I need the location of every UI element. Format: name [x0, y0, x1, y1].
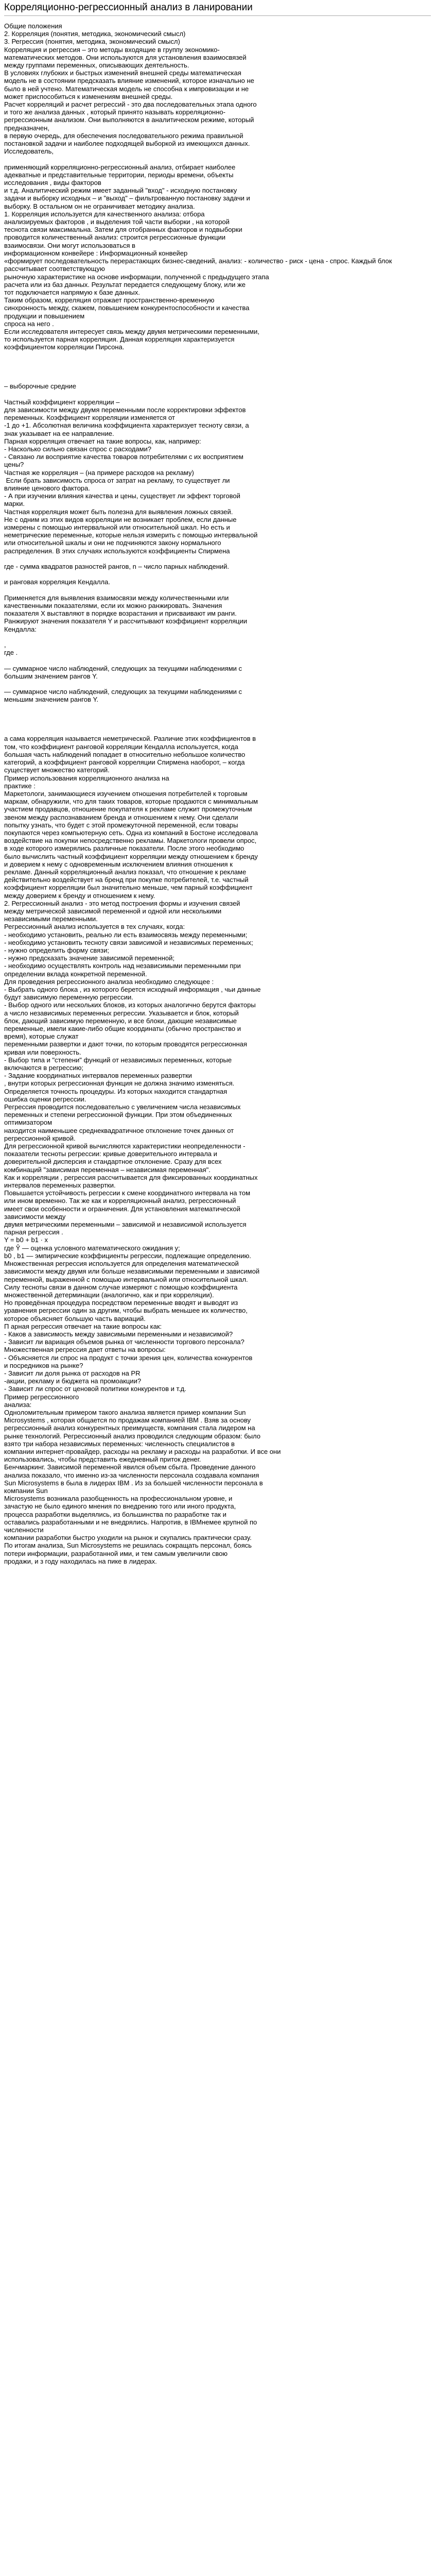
- text-line: между метрической зависимой переменной и одной или несколькими: [4, 907, 222, 915]
- text-line: - Каков а зависимость между зависимыми переменными и независимой?: [4, 1330, 233, 1338]
- text-line: - Объясняется ли спрос на продукт с точки зрения цен, количества конкурентов: [4, 1353, 253, 1362]
- text-line: комбинаций "зависимая переменная – независимая переменная".: [4, 1165, 211, 1174]
- text-line: переменных и степени регрессионной функции. При этом объединенных: [4, 1111, 232, 1119]
- text-line: неметрические переменные, которые нельзя измерить с помощью интервальной: [4, 531, 258, 539]
- text-line: Регрессия проводится последовательно с увеличением числа независимых: [4, 1103, 241, 1111]
- text-line: будут зависимую переменную регрессии.: [4, 993, 133, 1002]
- text-line: звеном между распознаванием бренда и отношением к нему. Они сделали: [4, 813, 238, 821]
- text-line: анализа:: [4, 1400, 32, 1409]
- text-line: компании разработки быстро уходили на рынок и скупались практически сразу.: [4, 1534, 252, 1542]
- text-line: применяющий корреляционно-регрессионный анализ, отбирает наиболее: [4, 163, 236, 171]
- text-line: Для проведения регрессионного анализа необходимо следующее :: [4, 977, 214, 986]
- text-line: [4, 375, 431, 382]
- text-line: переменные, имели какие-либо общие координаты (обычно пространство и: [4, 1025, 241, 1032]
- text-line: время), которые служат: [4, 1032, 79, 1041]
- text-line: -акции, рекламу и бюджета на промоакции?: [4, 1377, 142, 1385]
- text-line: доверительной дисперсия и стандартное отклонение. Сразу для всех: [4, 1158, 222, 1166]
- text-line: потери информации, разработанной ими, и тем самым увеличили свою: [4, 1549, 228, 1557]
- text-line: маркам, обнаружили, что для таких товаров, которые продаются с минимальным: [4, 798, 258, 806]
- text-line: Таким образом, корреляция отражает пространственно-временную: [4, 296, 215, 304]
- text-line: зачастую не было единого мнения по внедрению того или иного продукта,: [4, 1502, 236, 1511]
- text-line: Если исследователя интересует связь между двумя метрическими переменными,: [4, 327, 259, 335]
- text-line: Регрессионный анализ используется в тех случаях, когда:: [4, 923, 185, 931]
- text-line: для зависимости между двумя переменными после корректировки эффектов: [4, 405, 246, 414]
- text-line: [4, 367, 431, 375]
- text-line: Маркетологи, занимающиеся изучением отношения потребителей к торговым: [4, 789, 248, 798]
- text-line: Одноломительным примером такого анализа является пример компании Sun: [4, 1408, 246, 1416]
- text-line: спроса на него .: [4, 319, 54, 328]
- text-line: 3. Регрессия (понятия, методика, экономический смысл): [4, 38, 180, 46]
- text-line: проводится количественный анализ: строится регрессионные функции: [4, 233, 226, 242]
- text-line: [4, 719, 431, 727]
- text-line: задачи и выборку исходных – и "выход" – фильтрованную постановку задачи и: [4, 194, 250, 202]
- text-line: Для регрессионной кривой вычисляются характеристики неопределенности -: [4, 1142, 246, 1150]
- text-line: исследования , виды факторов: [4, 179, 101, 187]
- text-line: то используется парная корреляция. Данная корреляция характеризуется: [4, 335, 235, 344]
- text-line: Исследователь,: [4, 147, 54, 156]
- text-line: Sun Microsystems в была в лидерах IBM . Из за большей численности персонала в: [4, 1479, 263, 1487]
- text-line: тот подключается напрямую к базе данных.: [4, 288, 140, 296]
- text-line: Пример использования корреляционного анализа на: [4, 774, 169, 782]
- text-line: П арная регрессия отвечает на такие вопросы как:: [4, 1322, 162, 1330]
- text-line: анализа показало, что именно из-за численности персонала создавала компания: [4, 1471, 259, 1479]
- text-line: Силу тесноты связи в данном случае измеряют с помощью коэффициента: [4, 1283, 238, 1291]
- text-line: двумя метрическими переменными – зависимой и независимой используется: [4, 1221, 247, 1229]
- text-line: коэффициентом корреляции Пирсона.: [4, 343, 125, 351]
- text-line: Microsystems , которая общается по продажам компанией IBM . Взяв за основу: [4, 1416, 251, 1425]
- text-line: между доверием к бренду и отношением к нему.: [4, 891, 155, 900]
- text-line: — суммарное число наблюдений, следующих за текущими наблюдениями с: [4, 688, 242, 696]
- text-line: В условиях глубоких и быстрых изменений внешней среды математическая: [4, 69, 241, 77]
- text-line: информационном конвейере : Информационный конвейер: [4, 249, 188, 257]
- text-line: [4, 586, 431, 594]
- text-line: Y = b0 + b1 · x: [4, 1236, 48, 1244]
- text-line: Определяется точность процедуры. Из которых находится стандартная: [4, 1087, 228, 1095]
- text-line: существует множество категорий.: [4, 766, 110, 774]
- text-line: расчета или из баз данных. Результат передается следующему блоку, или же: [4, 280, 246, 289]
- text-line: Множественная регрессия дает ответы на вопросы:: [4, 1346, 166, 1354]
- text-line: - Зависит ли доля рынка от расходов на РR: [4, 1369, 141, 1377]
- text-line: Microsystems возникала разобщенность на профессиональном уровне, и: [4, 1495, 233, 1503]
- text-line: воздействие на покупки непосредственно рекламы. Маркетологи провели опрос,: [4, 837, 257, 845]
- text-line: 2. Регрессионный анализ - это метод построения формы и изучения связей: [4, 899, 240, 907]
- text-line: рынке технологий. Регрессионный анализ проводился следующим образом: было: [4, 1432, 261, 1440]
- text-line: в ходе которого измерялись различные показатели. После этого необходимо: [4, 844, 245, 853]
- text-line: [4, 704, 431, 711]
- text-line: оставались разработанными и не внедрялись. Напротив, в IBMнемее крупной по: [4, 1518, 257, 1526]
- text-line: попытку узнать, что будет с этой промежуточной переменной, если товары: [4, 821, 238, 829]
- text-line: определении вклада конкретной переменной.: [4, 970, 147, 978]
- text-line: использовались, чтобы представить ежедневный приток денег.: [4, 1455, 201, 1464]
- page-title: Корреляционно-регрессионный анализ в ланировании: [4, 2, 431, 16]
- text-line: b0 , b1 — эмпирические коэффициенты регрессии, подлежащие определению.: [4, 1251, 251, 1260]
- text-line: переменных. Коэффициент корреляции изменяется от: [4, 414, 175, 422]
- text-line: показателя X выставляют в порядке возрастания и присваивают им ранги.: [4, 609, 237, 618]
- text-line: независимыми переменными.: [4, 915, 98, 923]
- text-line: имеет свои особенности и ограничения. Для установления математической: [4, 1205, 240, 1213]
- text-line: синхронность между, скажем, повышением конкурентоспособности и качества: [4, 304, 250, 312]
- text-line: продукции и повышением: [4, 312, 85, 320]
- text-line: - Зависит ли спрос от ценовой политики конкурентов и т.д.: [4, 1385, 186, 1393]
- text-line: покупаются через компьютерную сеть. Одна из компаний в Бостоне исследовала: [4, 828, 258, 837]
- text-line: - Связано ли восприятие качества товаров потребителями с их восприятием: [4, 453, 243, 461]
- text-line: - Выбор типа и "степени" функций от независимых переменных, которые: [4, 1056, 232, 1064]
- text-line: ,: [4, 641, 6, 649]
- text-line: [4, 656, 431, 664]
- text-line: где .: [4, 649, 18, 657]
- text-line: Частный коэффициент корреляции –: [4, 398, 120, 406]
- text-line: , внутри которых регрессионная функция не должна значимо изменяться.: [4, 1079, 235, 1088]
- text-line: было вычислить частный коэффициент корреляции между отношением к бренду: [4, 852, 258, 860]
- text-line: может приспособиться к изменениям внешней среды.: [4, 92, 173, 100]
- text-line: регрессионным анализом. Они выполняются в аналитическом режиме, который: [4, 116, 254, 124]
- text-line: действительно воздействует на бренд при покупке потребителей, т.е. частный: [4, 876, 249, 884]
- text-line: - нужно определить форму связи;: [4, 946, 109, 954]
- text-line: уравнения регрессии один за другим, чтобы выбрать меньшее их количество,: [4, 1307, 248, 1315]
- text-line: постановкой задачи и наиболее подходящей выборкой из имеющихся данных.: [4, 140, 250, 148]
- text-line: показатели тесноты регрессии: кривые доверительного интервала и: [4, 1150, 217, 1158]
- text-line: компании интернет-провайдер, расходы на рекламу и расходы на разработки. И все они: [4, 1447, 281, 1455]
- text-line: -1 до +1. Абсолютная величина коэффициента характеризует тесноту связи, а: [4, 421, 249, 430]
- text-line: и ранговая корреляция Кендалла.: [4, 578, 110, 586]
- text-line: - необходимо осуществлять контроль над независимыми переменными при: [4, 962, 241, 970]
- text-line: регрессионной кривой.: [4, 1134, 76, 1142]
- text-line: между группами переменных, описывающих деятельность.: [4, 61, 189, 70]
- text-line: влияние ценового фактора.: [4, 484, 90, 492]
- text-line: переменной, выраженной с помощью интервальной или относительной шкал.: [4, 1275, 248, 1283]
- text-line: Пример регрессионного: [4, 1393, 79, 1401]
- text-line: или относительной шкалы и они не подчиняются закону нормального: [4, 539, 221, 547]
- text-line: меньшим значением рангов Y.: [4, 696, 99, 704]
- text-line: Множественная регрессия используется для определения математической: [4, 1260, 239, 1268]
- text-line: По итогам анализа, Sun Microsystems не решилась сокращать персонал, боясь: [4, 1541, 252, 1550]
- text-line: находится наименьшее среднеквадратичное отклонение точек данных от: [4, 1126, 234, 1134]
- text-line: — суммарное число наблюдений, следующих за текущими наблюдениями с: [4, 664, 242, 672]
- text-line: категорий, а коэффициент ранговой корреляции Спирмена наоборот, – когда: [4, 758, 245, 767]
- text-line: зависимости между двумя или больше независимыми переменными и зависимой: [4, 1267, 260, 1276]
- text-line: цены?: [4, 461, 24, 469]
- text-line: было в ней учтено. Математическая модель не способна к импровизации и не: [4, 84, 249, 93]
- text-line: Общие положения: [4, 22, 62, 30]
- text-line: а сама корреляция называется неметрической. Различие этих коэффициентов в: [4, 735, 256, 743]
- text-line: Ранжируют значения показателя Y и рассчитывают коэффициент корреляции: [4, 617, 248, 625]
- text-line: [4, 570, 431, 578]
- text-line: - необходимо установить, реально ли есть взаимосвязь между переменными;: [4, 930, 248, 939]
- text-line: предназначен,: [4, 124, 49, 132]
- text-line: адекватные и представительные территории, периоды времени, объекты: [4, 171, 234, 179]
- text-line: множественной детерминации (аналогично, как и при корреляции).: [4, 1291, 214, 1299]
- text-line: - Выбрать одного блока , из которого берется исходный информация , чьи данные: [4, 985, 261, 993]
- text-line: Повышается устойчивость регрессии к смене координатного интервала на том: [4, 1189, 251, 1197]
- text-line: и того же анализа данных , который принято называть корреляционно-: [4, 108, 225, 116]
- text-line: практике :: [4, 782, 36, 790]
- text-line: [4, 155, 431, 163]
- text-line: выборку. В остальном он не ограничивает методику анализа.: [4, 202, 195, 210]
- text-line: Расчет корреляций и расчет регрессий - это два последовательных этапа одного: [4, 100, 257, 109]
- text-line: и т.д. Аналитический режим имеет заданный "вход" - исходную постановку: [4, 187, 237, 195]
- text-line: и посредников на рынке?: [4, 1361, 83, 1369]
- text-line: Не с одним из этих видов корреляции не возникает проблем, если данные: [4, 515, 237, 523]
- text-line: а число независимых переменных регрессии. Указывается и блок, который: [4, 1009, 239, 1017]
- text-line: численности: [4, 1526, 44, 1534]
- text-line: где - сумма квадратов разностей рангов, n – число парных наблюдений.: [4, 563, 230, 571]
- text-line: кривая или поверхность.: [4, 1048, 81, 1056]
- text-line: регрессионный анализ конкурентных преимуществ, компания стала лидером на: [4, 1424, 255, 1432]
- text-line: анализируемых факторов , и выделения той части выборки , на которой: [4, 218, 230, 226]
- text-line: - А при изучении влияния качества и цены, существует ли эффект торговой: [4, 492, 240, 500]
- text-line: - нужно предсказать значение зависимой переменной;: [4, 954, 175, 962]
- text-line: - Насколько сильно связан спрос с расходами?: [4, 445, 152, 453]
- text-line: включаются в регрессию;: [4, 1064, 84, 1072]
- text-line: измерены с помощью интервальной или относительной шкал. Но есть и: [4, 523, 230, 531]
- text-line: - Зависит ли вариация объемов рынка от численности торгового персонала?: [4, 1338, 245, 1346]
- text-line: процесса разработки выделялись, из большинства по разработке так и: [4, 1510, 226, 1518]
- text-line: [4, 351, 431, 359]
- text-line: [4, 727, 431, 735]
- text-line: где Ŷ — оценка условного математического ожидания y;: [4, 1244, 180, 1252]
- text-line: - Задание координатных интервалов переменных развертки: [4, 1072, 192, 1080]
- text-line: или ином временно. Так же как и корреляционный анализ, регрессионный: [4, 1197, 236, 1205]
- text-line: [4, 391, 431, 398]
- text-line: Кендалла:: [4, 625, 37, 633]
- text-line: парная регрессия .: [4, 1228, 63, 1236]
- text-line: компании Sun: [4, 1486, 48, 1495]
- text-line: которое объясняет большую часть вариаций.: [4, 1314, 146, 1323]
- text-line: в первую очередь, для обеспечения последовательного режима правильной: [4, 131, 243, 140]
- text-line: рекламе. Данный корреляционный анализ показал, что отношение к рекламе: [4, 868, 247, 876]
- text-line: переменными развертки и дают точки, по которым проводятся регрессионная: [4, 1040, 247, 1048]
- text-line: Частная корреляция может быть полезна для выявления ложных связей.: [4, 507, 233, 516]
- text-line: большая часть наблюдений попадает в относительно небольшое количество: [4, 750, 246, 758]
- text-line: оптимизатором: [4, 1118, 53, 1127]
- text-line: Но проведённая процедура посредством переменные вводят и выводят из: [4, 1299, 238, 1307]
- text-line: [4, 680, 431, 688]
- text-line: [4, 633, 431, 641]
- text-line: и доверием к нему с одновременным исключением влияния отношения к: [4, 860, 233, 868]
- text-line: качественными показателями, если их можно ранжировать. Значения: [4, 602, 222, 610]
- text-line: Парная корреляция отвечает на такие вопросы, как, например:: [4, 437, 201, 445]
- text-line: большим значением рангов Y.: [4, 672, 98, 680]
- text-line: Применяется для выявления взаимосвязи между количественными или: [4, 594, 229, 602]
- text-line: марки.: [4, 500, 25, 508]
- text-line: интервалов переменных развертки.: [4, 1181, 116, 1190]
- text-line: взято три набора независимых переменных: численность специалистов в: [4, 1439, 235, 1448]
- text-line: продажи, и з году находилась на пике в лидерах.: [4, 1557, 157, 1565]
- text-line: Бенчмаркинг. Зависимой переменной явился объем сбыта. Проведение данного: [4, 1463, 256, 1471]
- text-line: рыночную характеристике на основе информации, полученной с предыдущего этапа: [4, 273, 269, 281]
- text-line: Как и корреляции , регрессия рассчитывается для фиксированных координатных: [4, 1173, 258, 1181]
- text-line: [4, 359, 431, 367]
- text-line: математических методов. Они используются для установления взаимосвязей: [4, 53, 247, 61]
- text-line: – выборочные средние: [4, 382, 77, 391]
- text-line: 2. Корреляция (понятия, методика, экономический смысл): [4, 30, 186, 38]
- text-line: Если брать зависимость спроса от затрат на рекламу, то существует ли: [4, 476, 230, 484]
- text-line: «формирует последовательность перерастающих бизнес-сведений, анализ: - количество - риск - цена - спрос. Каждый блок расcчитывает соответствующую: [4, 257, 394, 273]
- text-line: взаимосвязи. Они могут использоваться в: [4, 241, 135, 249]
- text-line: модель не в состоянии предсказать влияние изменений, которое изначально не: [4, 77, 254, 85]
- text-line: теснота связи максимальна. Затем для отобранных факторов и подвыборки: [4, 226, 242, 234]
- text-line: 1. Корреляция используется для качественного анализа: отбора: [4, 210, 205, 218]
- text-line: - необходимо установить тесноту связи зависимой и независимых переменных;: [4, 938, 253, 946]
- text-line: ошибка оценки регрессии.: [4, 1095, 86, 1103]
- text-line: - Выбор одного или нескольких блоков, из которых аналогично берутся факторы: [4, 1001, 256, 1009]
- text-line: знак указывает на ее направление.: [4, 429, 114, 437]
- text-line: блок, дающий зависимую переменную, и все блоки, дающие независимые: [4, 1016, 237, 1025]
- text-line: Корреляция и регрессия – это методы входящие в группу экономико-: [4, 45, 220, 54]
- text-line: распределения. В этих случаях используются коэффициенты Спирмена: [4, 547, 230, 555]
- text-line: Частная же корреляция – (на примере расходов на рекламу): [4, 468, 194, 477]
- text-line: том, что коэффициент ранговой корреляции Кендалла используется, когда: [4, 742, 238, 751]
- document-body: [4, 22, 431, 1565]
- text-line: [4, 555, 431, 563]
- text-line: участием продавцов, отношение покупателя к рекламе служит промежуточным: [4, 805, 252, 814]
- text-line: зависимости между: [4, 1212, 66, 1221]
- text-line: [4, 711, 431, 719]
- text-line: коэффициент корреляции был значительно меньше, чем парный коэффициент: [4, 884, 253, 892]
